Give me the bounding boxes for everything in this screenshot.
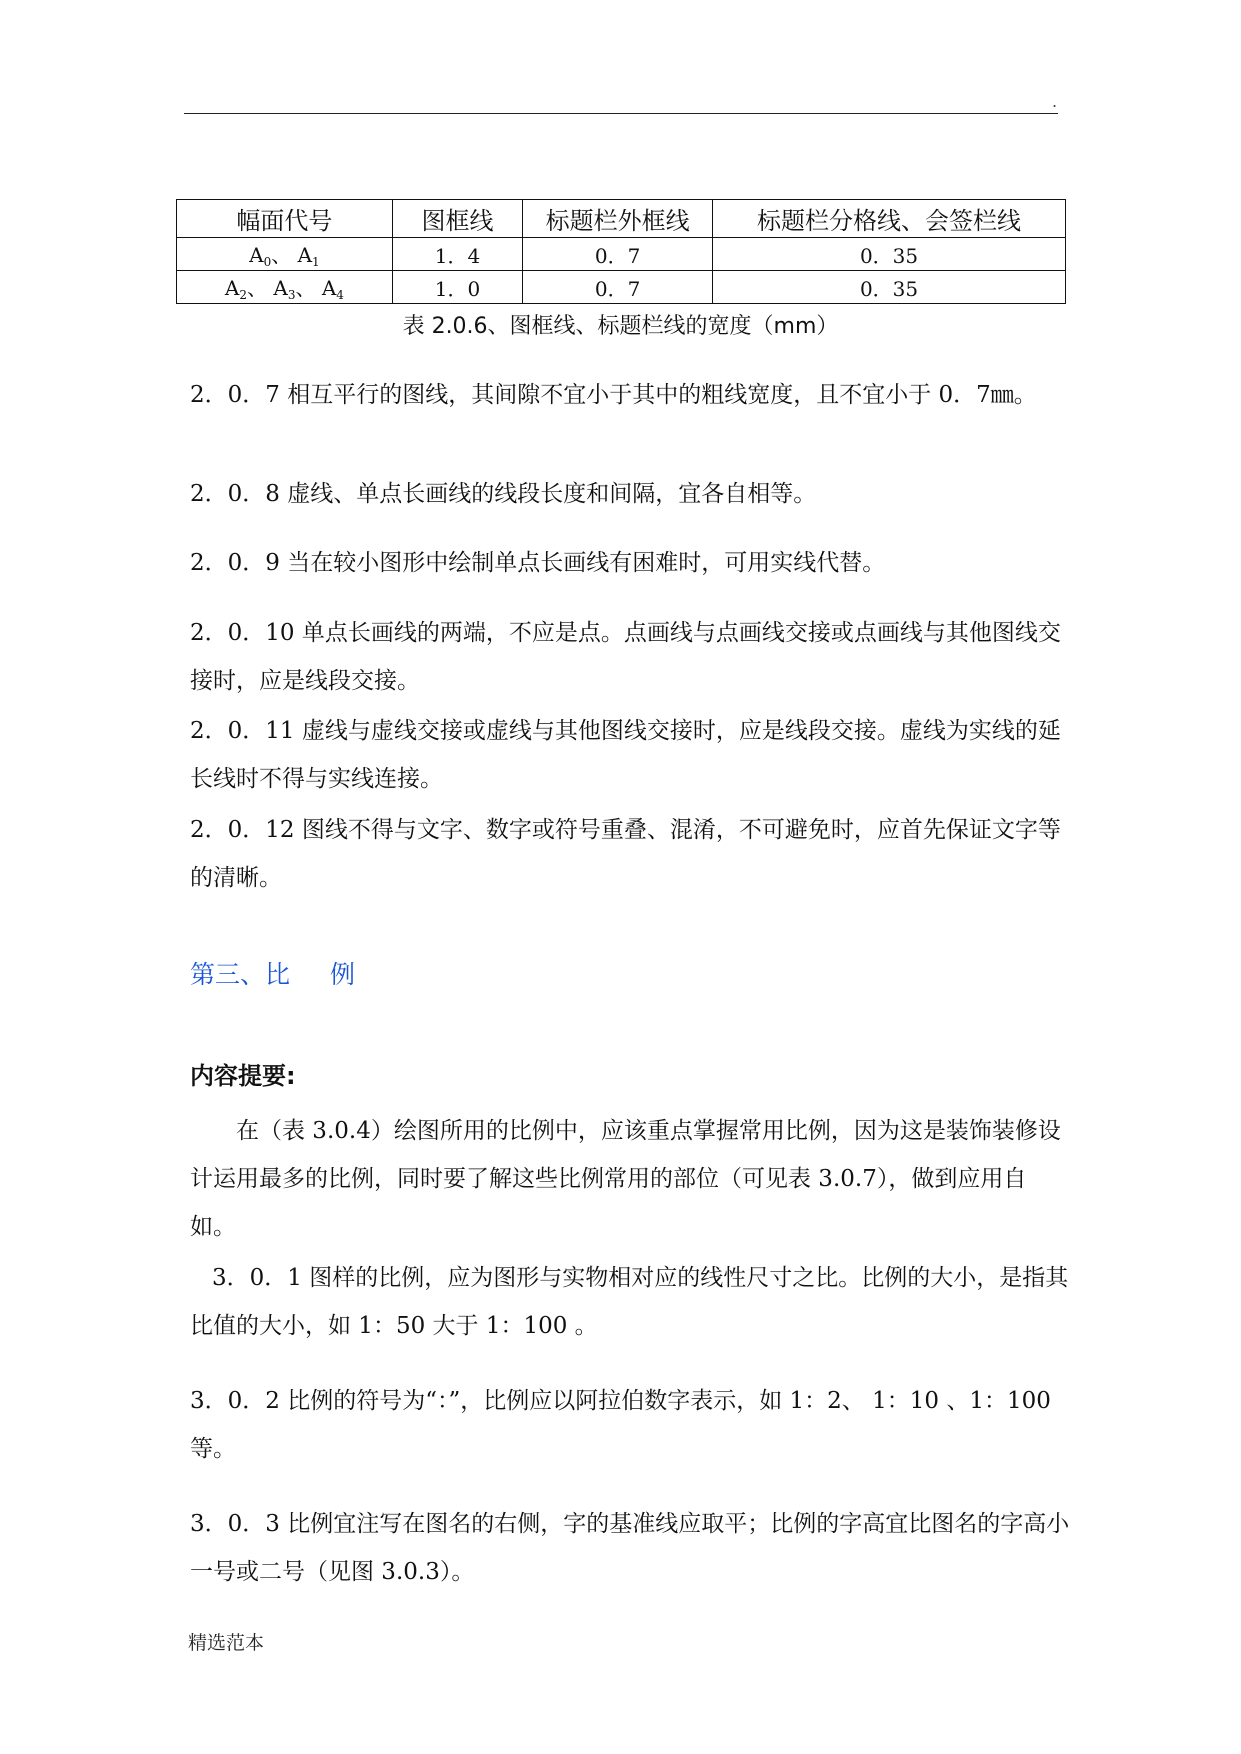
- header-rule: [184, 113, 1058, 114]
- cell-title-divider: 0．35: [713, 238, 1066, 271]
- cell-title-divider: 0．35: [713, 271, 1066, 304]
- paragraph-2-0-11: 2．0．11 虚线与虚线交接或虚线与其他图线交接时，应是线段交接。虚线为实线的延长线时不得与实线连接。: [190, 718, 1061, 792]
- cell-size-code: $A_2$、 $A_3$、 $A_4$: [177, 271, 393, 304]
- header-mark: .: [1052, 92, 1058, 111]
- paragraph-2-0-10: 2．0．10 单点长画线的两端，不应是点。点画线与点画线交接或点画线与其他图线交接时，应是线段交接。: [190, 620, 1061, 694]
- cell-title-outer: 0．7: [523, 271, 713, 304]
- summary-title: 内容提要:: [190, 1062, 296, 1090]
- line-width-table: [176, 199, 1066, 304]
- table-header-row: [177, 200, 1066, 238]
- section-heading: 第三、比 例: [190, 960, 356, 989]
- table-row: [177, 271, 1066, 304]
- paragraph-2-0-8: 2．0．8 虚线、单点长画线的线段长度和间隔，宜各自相等。: [190, 481, 817, 507]
- cell-frame-line: 1．4: [392, 238, 522, 271]
- paragraph-2-0-9: 2．0．9 当在较小图形中绘制单点长画线有困难时，可用实线代替。: [190, 550, 886, 576]
- cell-size-code: $A_0$、 $A_1$: [177, 238, 393, 271]
- paragraph-2-0-7: 2．0．7 相互平行的图线，其间隙不宜小于其中的粗线宽度，且不宜小于 0．7㎜。: [190, 382, 1037, 408]
- col-header-frame-line: 图框线: [392, 200, 522, 238]
- table-caption: 表 2.0.6、图框线、标题栏线的宽度（mm）: [402, 314, 839, 339]
- col-header-title-outer: 标题栏外框线: [523, 200, 713, 238]
- paragraph-3-0-3: 3．0．3 比例宜注写在图名的右侧，字的基准线应取平；比例的字高宜比图名的字高小一号或二号（见图 3.0.3）。: [190, 1511, 1070, 1585]
- col-header-title-divider: 标题栏分格线、会签栏线: [713, 200, 1066, 238]
- footer-text: 精选范本: [188, 1632, 265, 1654]
- cell-title-outer: 0．7: [523, 238, 713, 271]
- cell-frame-line: 1．0: [392, 271, 522, 304]
- paragraph-3-0-2: 3．0．2 比例的符号为“：”，比例应以阿拉伯数字表示，如 1：2、 1：10 、1：100 等。: [190, 1388, 1051, 1462]
- summary-intro: 在（表 3.0.4）绘图所用的比例中，应该重点掌握常用比例，因为这是装饰装修设计运用最多的比例，同时要了解这些比例常用的部位（可见表 3.0.7），做到应用自如。: [190, 1118, 1061, 1240]
- paragraph-3-0-1: 3．0．1 图样的比例，应为图形与实物相对应的线性尺寸之比。比例的大小，是指其比值的大小，如 1：50 大于 1：100 。: [190, 1265, 1069, 1339]
- paragraph-2-0-12: 2．0．12 图线不得与文字、数字或符号重叠、混淆，不可避免时，应首先保证文字等的清晰。: [190, 817, 1061, 891]
- table-row: [177, 238, 1066, 271]
- col-header-size-code: 幅面代号: [177, 200, 393, 238]
